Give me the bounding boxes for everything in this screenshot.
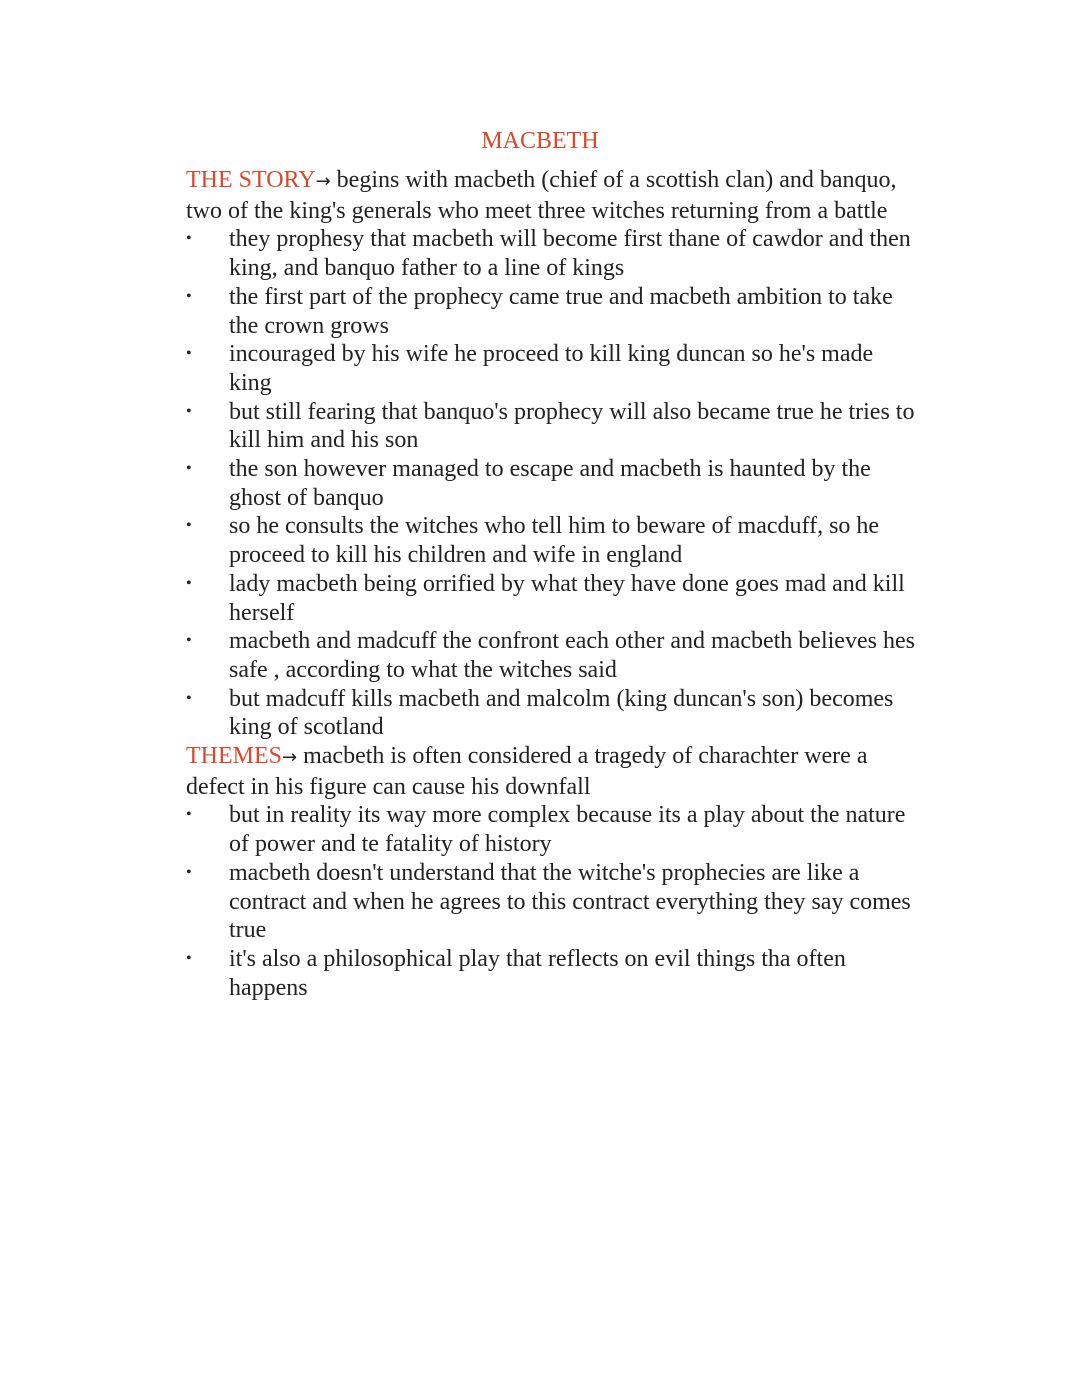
list-item-text: but madcuff kills macbeth and malcolm (king duncan's son) becomes king of scotland — [229, 685, 894, 741]
document-title: MACBETH — [481, 128, 599, 154]
list-item-text: macbeth and madcuff the confront each other and macbeth believes hes safe , according to what the witches said — [229, 628, 915, 683]
bullet-icon: • — [186, 287, 192, 305]
list-item — [186, 945, 916, 1002]
list-item — [186, 225, 916, 282]
bullet-icon: • — [186, 230, 192, 248]
list-item — [186, 340, 916, 397]
list-item-text: so he consults the witches who tell him to beware of macduff, so he proceed to kill his children and wife in england — [229, 513, 880, 569]
list-item-text: incouraged by his wife he proceed to kill king duncan so he's made king — [229, 341, 874, 396]
bullet-icon: • — [186, 632, 192, 650]
bullet-icon: • — [186, 689, 192, 707]
list-item — [186, 455, 916, 512]
themes-bullet-list — [186, 801, 916, 1002]
story-bullet-list — [186, 225, 916, 742]
bullet-icon: • — [186, 460, 192, 478]
list-item — [186, 512, 916, 569]
bullet-icon: • — [186, 574, 192, 592]
list-item-text: but in reality its way more complex because its a play about the nature of power and te fatality of history — [229, 802, 906, 858]
themes-intro-text: macbeth is often considered a tragedy of charachter were a defect in his figure can cause his downfall — [186, 743, 868, 800]
list-item-text: the first part of the prophecy came true and macbeth ambition to take the crown grows — [229, 283, 893, 339]
themes-label: THEMES — [186, 743, 282, 770]
list-item — [186, 627, 916, 684]
list-item — [186, 859, 916, 945]
list-item-text: it's also a philosophical play that reflects on evil things tha often happens — [229, 945, 846, 1001]
list-item — [186, 398, 916, 455]
bullet-icon: • — [186, 517, 192, 535]
list-item — [186, 283, 916, 340]
list-item-text: macbeth doesn't understand that the witche's prophecies are like a contract and when he agrees to this contract everything they say comes true — [229, 859, 911, 944]
bullet-icon: • — [186, 345, 192, 363]
list-item — [186, 570, 916, 627]
story-label: THE STORY — [186, 167, 316, 193]
bullet-icon: • — [186, 806, 192, 824]
story-intro — [186, 166, 916, 225]
arrow-right-icon: → — [315, 171, 331, 192]
arrow-right-icon: → — [282, 747, 298, 769]
bullet-icon: • — [186, 402, 192, 420]
themes-intro — [186, 742, 916, 801]
story-intro-text: begins with macbeth (chief of a scottish clan) and banquo, two of the king's generals who meet three witches returning from a battle — [186, 167, 897, 224]
list-item-text: the son however managed to escape and macbeth is haunted by the ghost of banquo — [229, 456, 871, 511]
list-item-text: they prophesy that macbeth will become first thane of cawdor and then king, and banquo father to a line of kings — [229, 226, 911, 282]
bullet-icon: • — [186, 949, 192, 967]
list-item-text: lady macbeth being orrified by what they have done goes mad and kill herself — [229, 570, 905, 626]
list-item-text: but still fearing that banquo's prophecy will also became true he tries to kill him and his son — [229, 398, 915, 454]
bullet-icon: • — [186, 863, 192, 881]
list-item — [186, 801, 916, 858]
document-body — [186, 166, 916, 1002]
list-item — [186, 685, 916, 742]
